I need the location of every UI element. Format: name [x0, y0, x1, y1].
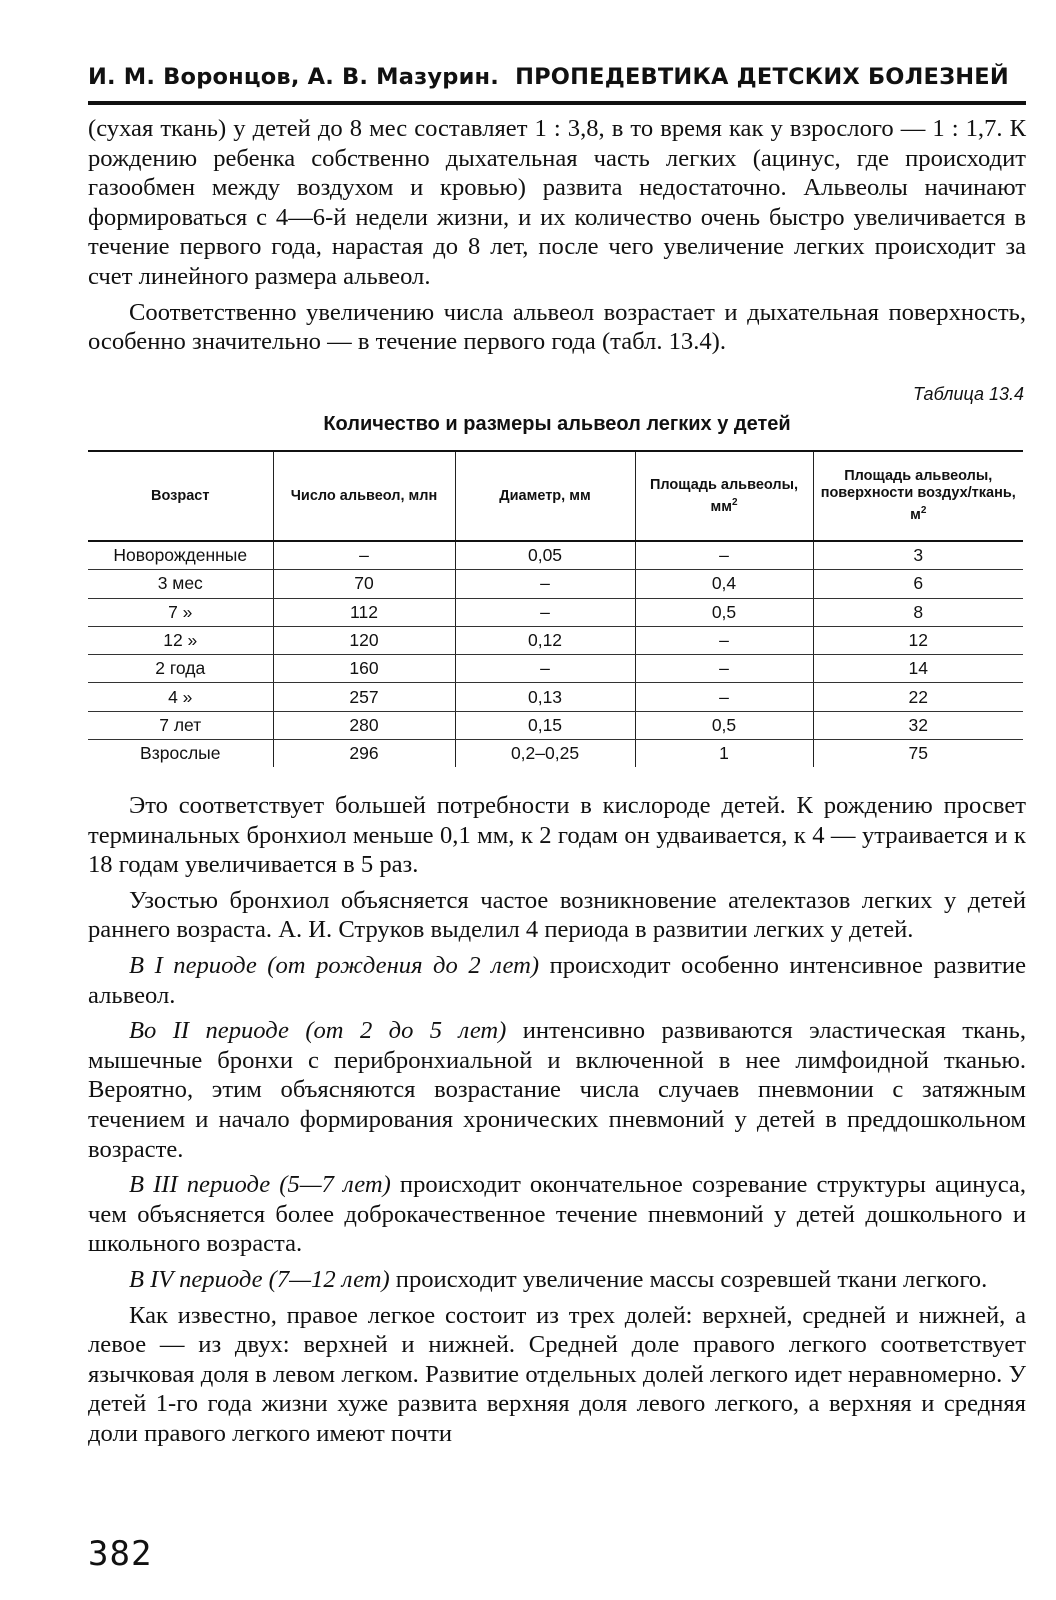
col-header-area: Площадь альвеолы, $мм^2$	[635, 451, 813, 541]
table-row	[88, 598, 1023, 626]
cell-surface: 12	[813, 626, 1023, 654]
table-row	[88, 570, 1023, 598]
cell-area: 1	[635, 740, 813, 768]
paragraph: В I периоде (от рождения до 2 лет) происходит особенно интенсивное развитие альвеол.	[88, 951, 1027, 1009]
cell-surface: 22	[813, 683, 1023, 711]
cell-count: 257	[273, 683, 455, 711]
table-row	[88, 740, 1023, 768]
cell-area: 0,4	[635, 570, 813, 598]
page-number: 382	[88, 1534, 153, 1574]
cell-count: 160	[273, 655, 455, 683]
cell-age: 7 »	[88, 598, 273, 626]
table-row	[88, 541, 1023, 570]
cell-surface: 32	[813, 711, 1023, 739]
period-heading: В IV периоде (7—12 лет)	[129, 1265, 390, 1293]
cell-diameter: 0,05	[455, 541, 635, 570]
col-header-count: Число альвеол, млн	[273, 451, 455, 541]
paragraph: Соответственно увеличению числа альвеол возрастает и дыхательная поверхность, особенно значительно — в течение первого года (табл. 13.4).	[88, 298, 1026, 356]
cell-area: –	[635, 655, 813, 683]
cell-surface: 14	[813, 655, 1023, 683]
running-head	[88, 64, 1026, 90]
alveoli-table	[88, 450, 1023, 767]
cell-diameter: –	[455, 655, 635, 683]
cell-age: Новорожденные	[88, 541, 273, 570]
cell-count: 112	[273, 598, 455, 626]
header-rule	[88, 101, 1026, 105]
cell-diameter: 0,13	[455, 683, 635, 711]
cell-area: 0,5	[635, 598, 813, 626]
period-heading: В III периоде (5—7 лет)	[129, 1171, 391, 1199]
paragraph: Узостью бронхиол объясняется частое возникновение ателектазов легких у детей раннего возраста. А. И. Струков выделил 4 периода в развитии легких у детей.	[88, 886, 1026, 944]
cell-area: –	[635, 683, 813, 711]
cell-area: –	[635, 541, 813, 570]
paragraph: В III периоде (5—7 лет) происходит окончательное созревание структуры ацинуса, чем объясняется более доброкачественное течение пневмоний у детей дошкольного и школьного возраста.	[88, 1171, 1026, 1258]
cell-surface: 8	[813, 598, 1023, 626]
table-title: Количество и размеры альвеол легких у детей	[323, 413, 791, 435]
cell-surface: 6	[813, 570, 1023, 598]
period-heading: Во II периоде (от 2 до 5 лет)	[129, 1017, 507, 1045]
table-number: Таблица 13.4	[912, 384, 1024, 404]
paragraph: Как известно, правое легкое состоит из трех долей: верхней, средней и нижней, а левое — из двух: верхней и нижней. Средней доле правого легкого соответствует язычковая доля в левом легком. Развитие отдельных долей легкого идет неравномерно. У детей 1-го года жизни хуже развита верхняя доля левого легкого, а верхняя и средняя доли правого легкого имеют почти	[88, 1301, 1026, 1447]
col-header-age: Возраст	[88, 451, 273, 541]
paragraph: Это соответствует большей потребности в кислороде детей. К рождению просвет терминальных бронхиол меньше 0,1 мм, к 2 годам он удваивается, к 4 — утраивается и к 18 годам увеличивается в 5 раз.	[88, 792, 1026, 879]
table-header-row	[88, 451, 1023, 541]
cell-age: 12 »	[88, 626, 273, 654]
cell-count: 280	[273, 711, 455, 739]
cell-diameter: 0,15	[455, 711, 635, 739]
cell-age: 4 »	[88, 683, 273, 711]
cell-diameter: 0,12	[455, 626, 635, 654]
cell-diameter: –	[455, 570, 635, 598]
cell-count: 70	[273, 570, 455, 598]
text-block-bottom	[88, 791, 1026, 1448]
cell-age: 3 мес	[88, 570, 273, 598]
paragraph: В IV периоде (7—12 лет) происходит увеличение массы созревшей ткани легкого.	[129, 1265, 988, 1293]
cell-age: Взрослые	[140, 743, 221, 764]
cell-age: 7 лет	[88, 711, 273, 739]
cell-diameter: 0,2–0,25	[455, 740, 635, 768]
cell-surface: 75	[813, 740, 1023, 768]
period-heading: В I периоде (от рождения до 2 лет)	[129, 951, 540, 979]
paragraph: Во II периоде (от 2 до 5 лет) интенсивно развиваются эластическая ткань, мышечные бронхи с перибронхиальной и включенной в нее лимфоидной тканью. Вероятно, этим объясняются возрастание числа случаев пневмонии с затяжным течением и начало формирования хронических пневмоний у детей в преддошкольном возрасте.	[88, 1017, 1026, 1163]
table-row	[88, 626, 1023, 654]
text-block-top	[88, 114, 1026, 357]
table-row	[88, 711, 1023, 739]
cell-surface: 3	[813, 541, 1023, 570]
table-row	[88, 683, 1023, 711]
cell-count: –	[273, 541, 455, 570]
cell-count: 296	[273, 740, 455, 768]
cell-area: 0,5	[635, 711, 813, 739]
paragraph: (сухая ткань) у детей до 8 мес составляет 1 : 3,8, в то время как у взрослого — 1 : 1,7. К рождению ребенка собственно дыхательная часть легких (ацинус, где происходит газообмен между воздухом и кровью) развита недостаточно. Альвеолы начинают формироваться с 4—6-й недели жизни, и их количество очень быстро увеличивается в течение первого года, нарастая до 8 лет, после чего увеличение легких происходит за счет линейного размера альвеол.	[88, 115, 1026, 290]
col-header-diameter: Диаметр, мм	[455, 451, 635, 541]
cell-area: –	[635, 626, 813, 654]
table-row	[88, 655, 1023, 683]
running-head-authors: И. М. Воронцов, А. В. Мазурин.	[88, 64, 500, 90]
running-head-book-title: ПРОПЕДЕВТИКА ДЕТСКИХ БОЛЕЗНЕЙ	[515, 64, 1009, 90]
cell-age: 2 года	[88, 655, 273, 683]
col-header-surface: Площадь альвеолы, поверхности воздух/ткань, $м^2$	[813, 451, 1023, 541]
cell-diameter: –	[455, 598, 635, 626]
cell-count: 120	[273, 626, 455, 654]
